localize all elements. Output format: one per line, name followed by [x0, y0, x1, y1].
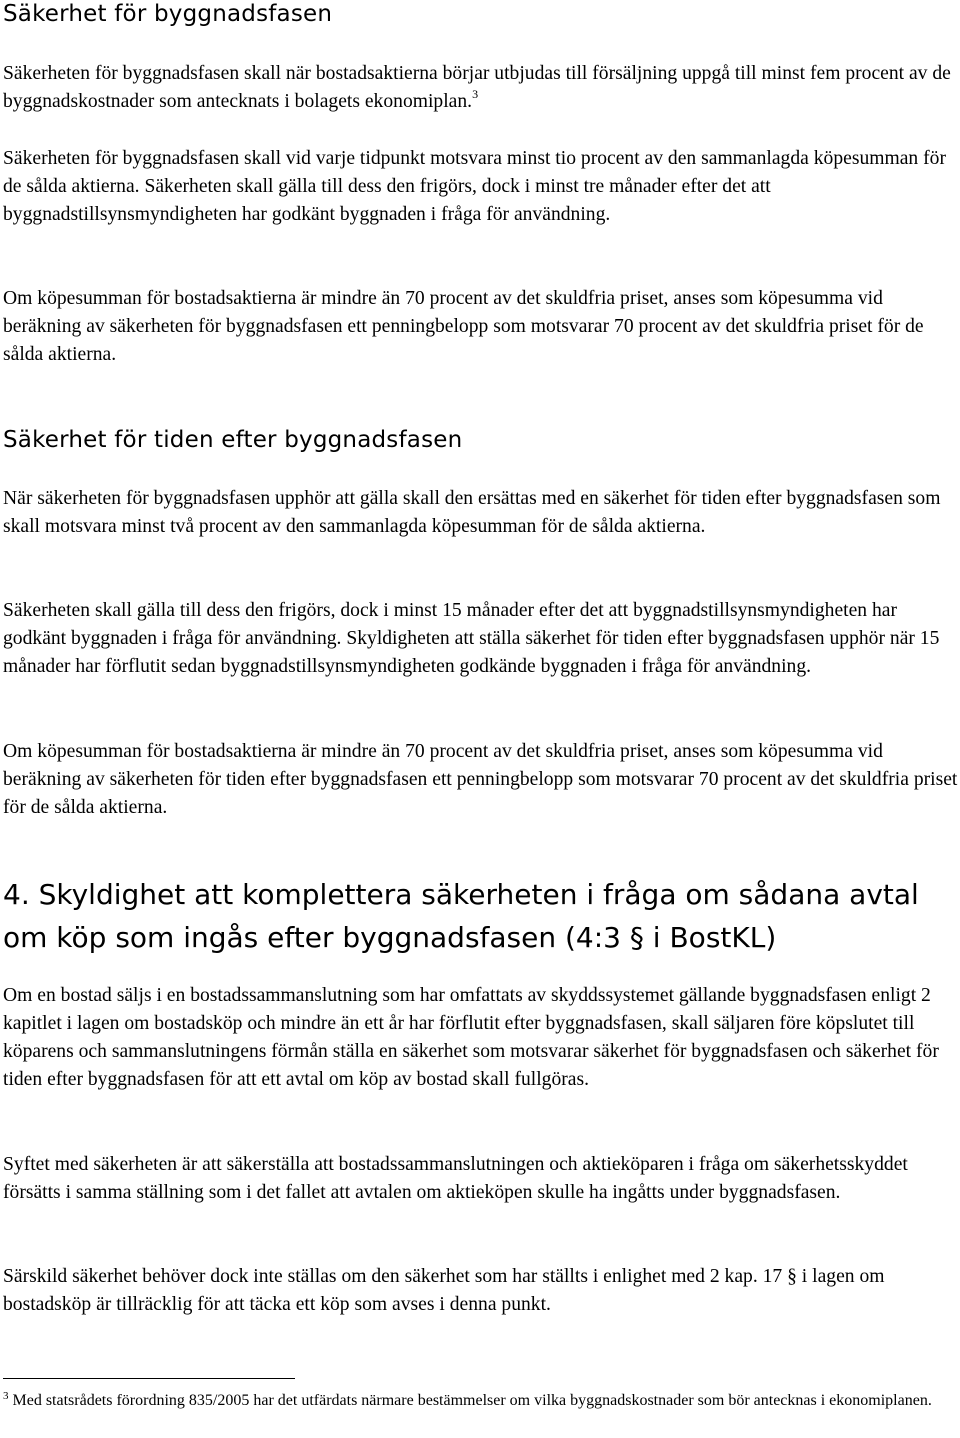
section-heading-komplettera-sakerheten: 4. Skyldighet att komplettera säkerheten i fråga om sådana avtal om köp som ingås efter byggnadsfasen (4:3 § i BostKL) [3, 878, 919, 954]
paragraph: Om en bostad säljs i en bostadssammanslutning som har omfattats av skyddssystemet gällande byggnadsfasen enligt 2 kapitlet i lagen om bostadsköp och mindre än ett år har förflutit efter byggnadsfasen, skall säljaren före köpslutet till köparens och sammanslutningens förmån ställa en säkerhet som motsvarar säkerhet för byggnadsfasen och säkerhet för tiden efter byggnadsfasen för att ett avtal om köp av bostad skall fullgöras. [3, 985, 939, 1090]
paragraph: Säkerheten för byggnadsfasen skall vid varje tidpunkt motsvara minst tio procent av den sammanlagda köpesumman för de sålda aktierna. Säkerheten skall gälla till dess den frigörs, dock i minst tre månader efter det att byggnadstillsynsmyndigheten har godkänt byggnaden i fråga för användning. [3, 148, 946, 225]
section-heading-efter-byggnadsfasen: Säkerhet för tiden efter byggnadsfasen [3, 427, 463, 453]
section-heading-byggnadsfasen: Säkerhet för byggnadsfasen [3, 1, 333, 27]
paragraph: Om köpesumman för bostadsaktierna är mindre än 70 procent av det skuldfria priset, anses som köpesumma vid beräkning av säkerheten för byggnadsfasen ett penningbelopp som motsvarar 70 procent av det skuldfria priset för de sålda aktierna. [3, 288, 924, 365]
paragraph: Om köpesumman för bostadsaktierna är mindre än 70 procent av det skuldfria priset, anses som köpesumma vid beräkning av säkerheten för tiden efter byggnadsfasen ett penningbelopp som motsvarar 70 procent av det skuldfria priset för de sålda aktierna. [3, 741, 958, 818]
paragraph: Säkerheten skall gälla till dess den frigörs, dock i minst 15 månader efter det att byggnadstillsynsmyndigheten har godkänt byggnaden i fråga för användning. Skyldigheten att ställa säkerhet för tiden efter byggnadsfasen upphör när 15 månader har förflutit sedan byggnadstillsynsmyndigheten godkände byggnaden i fråga för användning. [3, 600, 940, 677]
footnote-reference[interactable]: 3 [472, 87, 479, 101]
paragraph: Särskild säkerhet behöver dock inte ställas om den säkerhet som har ställts i enlighet med 2 kap. 17 § i lagen om bostadsköp är tillräcklig för att täcka ett köp som avses i denna punkt. [3, 1266, 885, 1315]
paragraph: När säkerheten för byggnadsfasen upphör att gälla skall den ersättas med en säkerhet för tiden efter byggnadsfasen som skall motsvara minst två procent av den sammanlagda köpesumman för de sålda aktierna. [3, 488, 941, 537]
footnote-number: 3 [3, 1390, 9, 1402]
footnote [3, 1389, 959, 1413]
paragraph [3, 60, 960, 116]
footnote-text: Med statsrådets förordning 835/2005 har det utfärdats närmare bestämmelser om vilka byggnadskostnader som bör antecknas i ekonomiplanen. [12, 1392, 932, 1409]
paragraph: Syftet med säkerheten är att säkerställa att bostadssammanslutningen och aktieköparen i fråga om säkerhetsskyddet försätts i samma ställning som i det fallet att avtalen om aktieköpen skulle ha ingåtts under byggnadsfasen. [3, 1154, 908, 1203]
footnote-divider [3, 1378, 295, 1379]
paragraph-text: Säkerheten för byggnadsfasen skall när bostadsaktierna börjar utbjudas till försäljning uppgå till minst fem procent av de byggnadskostnader som antecknats i bolagets ekonomiplan. [3, 63, 951, 112]
